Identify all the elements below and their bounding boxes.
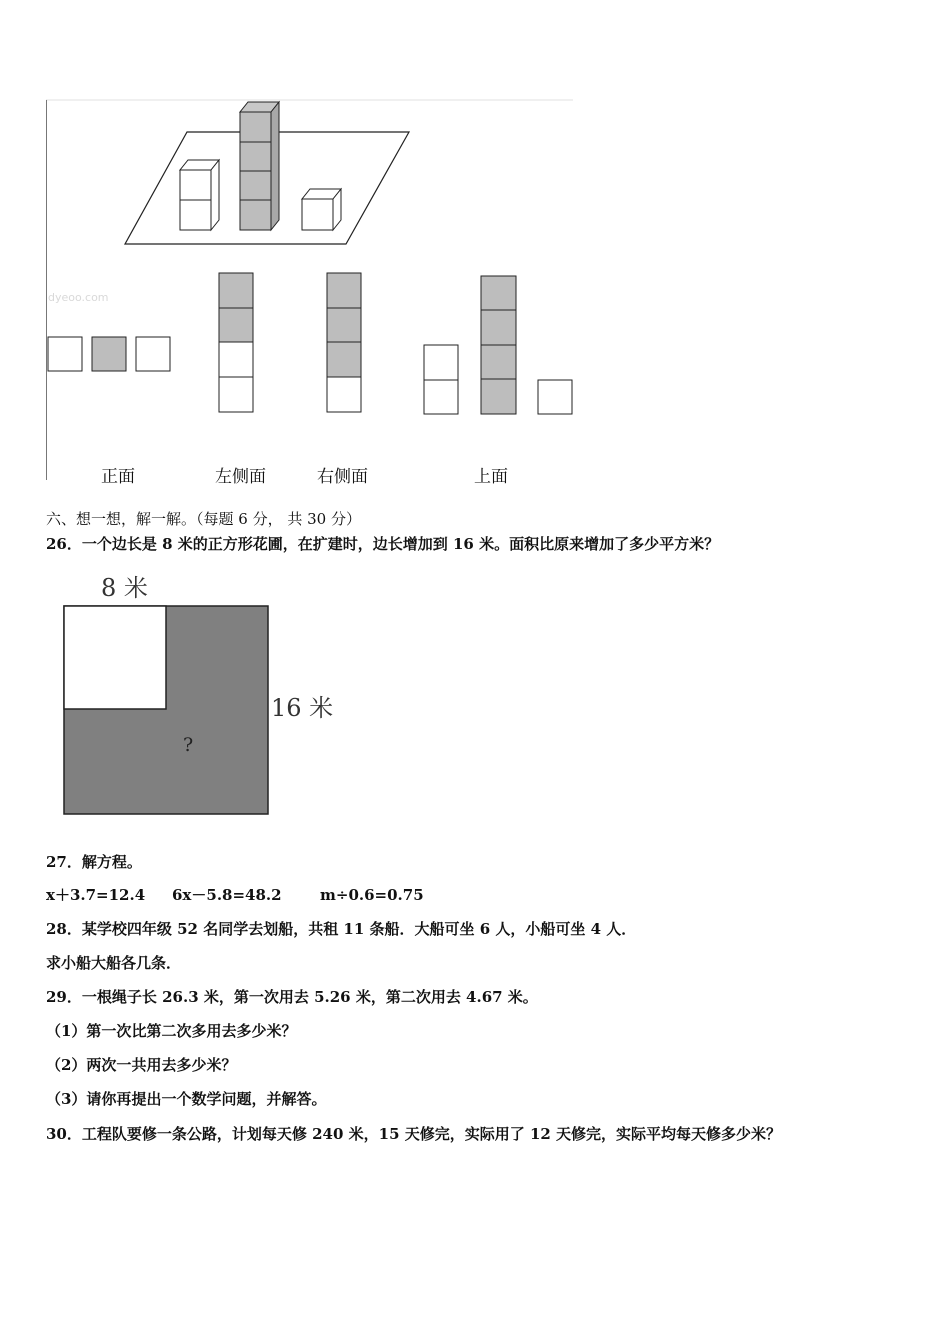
equation-3: m÷0.6=0.75 (320, 886, 424, 904)
question-30: 30．工程队要修一条公路，计划每天修 240 米，15 天修完，实际用了 12 天修完，实际平均每天修多少米？ (46, 1125, 782, 1143)
label-front-view: 正面 (101, 467, 135, 487)
label-16m: 16 米 (271, 694, 334, 722)
question-29-part3: （3）请你再提出一个数学问题，并解答。 (46, 1090, 327, 1108)
cube-stack-left (180, 160, 219, 230)
equation-1: x＋3.7=12.4 (46, 886, 146, 904)
question-26: 26．一个边长是 8 米的正方形花圃，在扩建时，边长增加到 16 米。面积比原来增加了多少平方米？ (46, 535, 720, 553)
question-29-part1: （1）第一次比第二次多用去多少米？ (46, 1022, 297, 1040)
question-27: 27．解方程。 (46, 853, 142, 871)
left-side-view (219, 273, 253, 412)
cube-single-right (302, 189, 341, 230)
watermark: dyeoo.com (48, 291, 109, 304)
label-left-side-view: 左侧面 (215, 467, 266, 487)
label-top-view: 上面 (474, 467, 508, 487)
label-unknown: ? (183, 734, 194, 756)
section-heading: 六、想一想，解一解。（每题 6 分， 共 30 分） (46, 510, 361, 528)
label-right-side-view: 右侧面 (317, 467, 368, 487)
front-view (48, 337, 170, 371)
cube-views-figure (0, 0, 600, 490)
question-28: 28．某学校四年级 52 名同学去划船，共租 11 条船．大船可坐 6 人，小船可坐 4 人． (46, 920, 637, 938)
top-view (424, 276, 572, 414)
label-8m: 8 米 (101, 574, 148, 602)
equation-2: 6x－5.8=48.2 (172, 886, 282, 904)
square-garden-figure (44, 565, 344, 825)
cube-stack-middle (240, 102, 279, 230)
right-side-view (327, 273, 361, 412)
question-29-part2: （2）两次一共用去多少米？ (46, 1056, 237, 1074)
question-28-line2: 求小船大船各几条． (46, 954, 182, 972)
question-29: 29．一根绳子长 26.3 米，第一次用去 5.26 米，第二次用去 4.67 米。 (46, 988, 538, 1006)
